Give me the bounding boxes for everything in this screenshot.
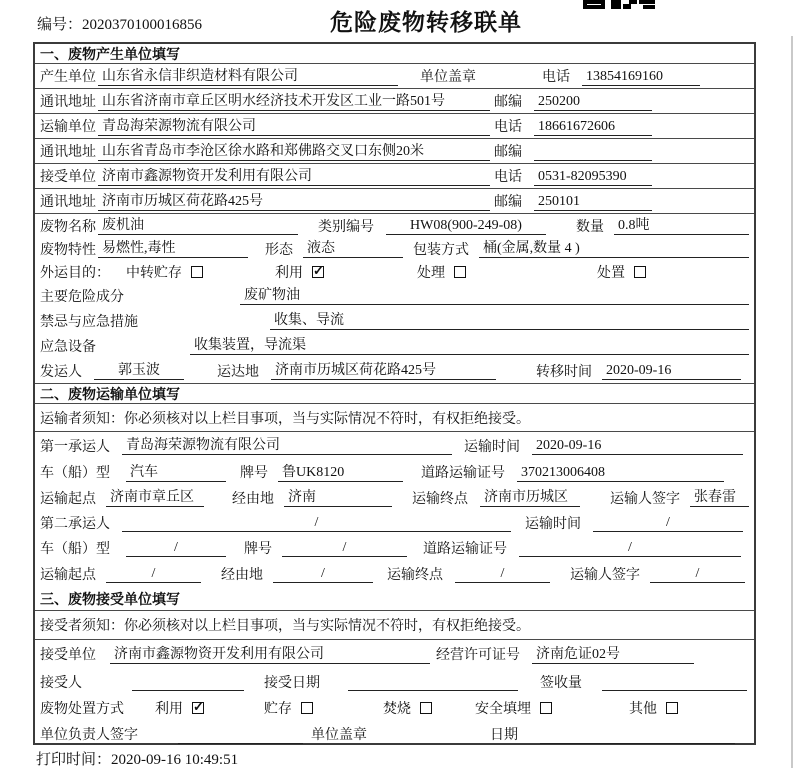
qty-value: 0.8吨 [614, 216, 749, 235]
producer-phone-label: 电话 [542, 70, 570, 85]
purpose-option-transfer-storage [126, 262, 203, 282]
print-time-label: 打印时间： [36, 752, 112, 768]
dest-value: 济南市历城区荷花路425号 [271, 361, 496, 380]
category-label: 类别编号 [318, 219, 374, 235]
carrier2-sign-value: / [650, 564, 745, 583]
row-hazard-component [35, 283, 754, 308]
row-taboo-measures [35, 308, 754, 333]
carrier1-plate-label: 牌号 [240, 466, 268, 481]
producer-zip-value: 250200 [534, 92, 652, 111]
transporter-addr-label: 通讯地址 [40, 145, 96, 160]
purpose-option-dispose [597, 262, 646, 282]
row-carrier1-vehicle [35, 459, 754, 485]
transporter-phone-value: 18661672606 [534, 117, 652, 136]
category-value: HW08(900-249-08) [386, 216, 546, 235]
sign-qty-label: 签收量 [540, 675, 582, 691]
carrier2-vehicle-label: 车（船）型 [40, 541, 110, 557]
carrier1-via-value: 济南 [284, 488, 392, 507]
purpose-option-treat [417, 262, 466, 282]
disposal-use-label: 利用 [155, 702, 183, 717]
checkbox-transfer-storage [191, 266, 203, 278]
transporter-addr-value: 山东省青岛市李沧区徐水路和郑佛路交叉口东侧20米 [98, 142, 490, 161]
section1-header [35, 44, 754, 64]
carrier2-via-value: / [273, 564, 373, 583]
carrier1-via-label: 经由地 [232, 491, 274, 507]
receiver-value: 济南市鑫源物资开发利用有限公司 [98, 167, 490, 186]
acceptor-label: 接受人 [40, 675, 82, 691]
row-receiver [35, 164, 754, 189]
carrier1-label: 第一承运人 [40, 439, 110, 455]
carrier2-value: / [122, 513, 511, 532]
row-waste-character [35, 237, 754, 260]
accept-date-value [348, 672, 518, 691]
shipper-value: 郭玉波 [94, 361, 184, 380]
page-title: 危险废物转移联单 [330, 10, 522, 35]
document-number-label: 编号： [37, 17, 83, 33]
character-label: 废物特性 [40, 242, 96, 258]
equipment-value: 收集装置，导流渠 [190, 336, 749, 355]
carrier2-origin-label: 运输起点 [40, 567, 96, 583]
purpose-transfer-storage-label: 中转贮存 [126, 265, 182, 281]
date-label: 日期 [490, 728, 518, 743]
checkbox-disposal-landfill [540, 702, 552, 714]
section1-title: 一、废物产生单位填写 [40, 47, 180, 63]
carrier2-permit-value: / [519, 538, 741, 557]
scan-edge-line [791, 36, 793, 768]
transporter-phone-label: 电话 [494, 120, 522, 135]
carrier2-end-value: / [455, 564, 550, 583]
section2-header [35, 384, 754, 404]
carrier1-end-value: 济南市历城区 [480, 488, 580, 507]
disposal-other-label: 其他 [629, 702, 657, 717]
print-time [36, 748, 238, 769]
carrier2-plate-value: / [282, 538, 407, 557]
checkbox-disposal-use [192, 702, 204, 714]
packing-label: 包装方式 [413, 242, 469, 258]
disposal-landfill-label: 安全填埋 [475, 702, 531, 717]
carrier2-time-label: 运输时间 [525, 516, 581, 532]
row-receiver-notice [35, 611, 754, 640]
row-carrier1-route [35, 485, 754, 510]
equipment-label: 应急设备 [40, 339, 96, 355]
carrier1-value: 青岛海荣源物流有限公司 [122, 436, 452, 455]
row-receiver-address [35, 189, 754, 214]
document-number-value: 2020370100016856 [82, 17, 203, 33]
carrier2-sign-label: 运输人签字 [570, 567, 640, 583]
transporter-zip-value [534, 142, 652, 161]
receiver-addr-value: 济南市历城区荷花路425号 [98, 192, 490, 211]
transporter-label: 运输单位 [40, 120, 96, 135]
carrier2-vehicle-value: / [126, 538, 226, 557]
row-shipper [35, 358, 754, 384]
purpose-label: 外运目的： [40, 265, 110, 281]
date-value [540, 725, 735, 744]
form-value: 液态 [303, 239, 403, 258]
checkbox-use [312, 266, 324, 278]
transfer-form [33, 42, 756, 745]
character-value: 易燃性,毒性 [98, 239, 248, 258]
carrier1-origin-value: 济南市章丘区 [106, 488, 204, 507]
row-waste-name [35, 214, 754, 237]
qty-label: 数量 [576, 219, 604, 235]
hazard-value: 废矿物油 [240, 286, 749, 305]
purpose-option-use [275, 262, 324, 282]
row-carrier2 [35, 510, 754, 535]
carrier2-time-value: / [593, 513, 743, 532]
carrier1-permit-label: 道路运输证号 [421, 466, 505, 481]
producer-seal-label: 单位盖章 [420, 70, 476, 85]
transfer-time-value: 2020-09-16 [602, 361, 741, 380]
disposal-option-use [155, 698, 204, 718]
purpose-dispose-label: 处置 [597, 265, 625, 281]
carrier1-origin-label: 运输起点 [40, 491, 96, 507]
transporter-zip-label: 邮编 [494, 145, 522, 160]
row-transporter-notice [35, 404, 754, 432]
carrier2-origin-value: / [106, 564, 201, 583]
transfer-time-label: 转移时间 [536, 364, 592, 380]
print-time-value: 2020-09-16 10:49:51 [111, 752, 239, 768]
carrier1-sign-value: 张春雷 [690, 488, 749, 507]
accept-date-label: 接受日期 [264, 675, 320, 691]
producer-addr-value: 山东省济南市章丘区明水经济技术开发区工业一路501号 [98, 92, 490, 111]
carrier2-permit-label: 道路运输证号 [423, 541, 507, 557]
receiver-phone-label: 电话 [494, 170, 522, 185]
receiver-zip-value: 250101 [534, 192, 652, 211]
taboo-value: 收集、导流 [270, 311, 749, 330]
taboo-label: 禁忌与应急措施 [40, 314, 138, 330]
row-disposal-method [35, 695, 754, 721]
dest-label: 运达地 [217, 364, 259, 380]
disposal-storage-label: 贮存 [264, 702, 292, 717]
carrier1-permit-value: 370213006408 [517, 463, 724, 482]
checkbox-treat [454, 266, 466, 278]
carrier1-sign-label: 运输人签字 [610, 491, 680, 507]
shipper-label: 发运人 [40, 364, 82, 380]
row-transporter-address [35, 139, 754, 164]
receiver-phone-value: 0531-82095390 [534, 167, 652, 186]
row-transporter [35, 114, 754, 139]
section3-title: 三、废物接受单位填写 [40, 592, 180, 608]
carrier2-plate-label: 牌号 [244, 541, 272, 557]
transporter-value: 青岛海荣源物流有限公司 [98, 117, 490, 136]
carrier1-vehicle-value: 汽车 [126, 463, 226, 482]
form-label: 形态 [265, 242, 293, 258]
section3-header [35, 587, 754, 611]
producer-phone-value: 13854169160 [582, 67, 700, 86]
row-purpose [35, 260, 754, 283]
accept-unit-label: 接受单位 [40, 648, 96, 663]
license-value: 济南危证02号 [532, 645, 694, 664]
waste-name-value: 废机油 [98, 216, 298, 235]
receiver-zip-label: 邮编 [494, 195, 522, 210]
carrier1-end-label: 运输终点 [412, 491, 468, 507]
carrier1-vehicle-label: 车（船）型 [40, 466, 110, 481]
hazard-label: 主要危险成分 [40, 289, 124, 305]
carrier1-time-label: 运输时间 [464, 439, 520, 455]
transporter-notice-text: 运输者须知：你必须核对以上栏目事项，当与实际情况不符时，有权拒绝接受。 [40, 411, 530, 427]
row-carrier1 [35, 432, 754, 459]
checkbox-disposal-storage [301, 702, 313, 714]
packing-value: 桶(金属,数量 4 ) [479, 239, 749, 258]
carrier1-time-value: 2020-09-16 [532, 436, 743, 455]
accept-unit-value: 济南市鑫源物资开发利用有限公司 [110, 645, 430, 664]
receiver-label: 接受单位 [40, 170, 96, 185]
row-producer [35, 64, 754, 89]
row-acceptor [35, 668, 754, 695]
sign-qty-value [602, 672, 747, 691]
purpose-use-label: 利用 [275, 265, 303, 281]
carrier2-label: 第二承运人 [40, 516, 110, 532]
waste-name-label: 废物名称 [40, 219, 96, 235]
row-carrier2-vehicle [35, 535, 754, 560]
responsible-sign-label: 单位负责人签字 [40, 728, 138, 743]
section2-title: 二、废物运输单位填写 [40, 387, 180, 403]
disposal-option-landfill [475, 698, 552, 718]
receiver-addr-label: 通讯地址 [40, 195, 96, 210]
producer-zip-label: 邮编 [494, 95, 522, 110]
disposal-option-incinerate [383, 698, 432, 718]
purpose-treat-label: 处理 [417, 265, 445, 281]
disposal-option-other [629, 698, 678, 718]
acceptor-value [132, 672, 244, 691]
row-accept-unit [35, 640, 754, 668]
disposal-option-storage [264, 698, 313, 718]
qr-code-fragment [583, 0, 655, 9]
producer-addr-label: 通讯地址 [40, 95, 96, 110]
carrier2-via-label: 经由地 [221, 567, 263, 583]
producer-label: 产生单位 [40, 70, 96, 85]
carrier1-plate-value: 鲁UK8120 [278, 463, 403, 482]
checkbox-dispose [634, 266, 646, 278]
row-producer-address [35, 89, 754, 114]
producer-value: 山东省永信非织造材料有限公司 [98, 67, 398, 86]
row-emergency-equipment [35, 333, 754, 358]
row-carrier2-route [35, 560, 754, 587]
license-label: 经营许可证号 [436, 648, 520, 663]
disposal-incinerate-label: 焚烧 [383, 702, 411, 717]
receiver-notice-text: 接受者须知：你必须核对以上栏目事项，当与实际情况不符时，有权拒绝接受。 [40, 619, 530, 634]
checkbox-disposal-other [666, 702, 678, 714]
document-number [37, 13, 202, 34]
carrier2-end-label: 运输终点 [387, 567, 443, 583]
disposal-label: 废物处置方式 [40, 702, 124, 717]
row-responsible-sign [35, 721, 754, 747]
receiver-seal-label: 单位盖章 [311, 728, 367, 743]
responsible-sign-value [178, 725, 303, 744]
checkbox-disposal-incinerate [420, 702, 432, 714]
